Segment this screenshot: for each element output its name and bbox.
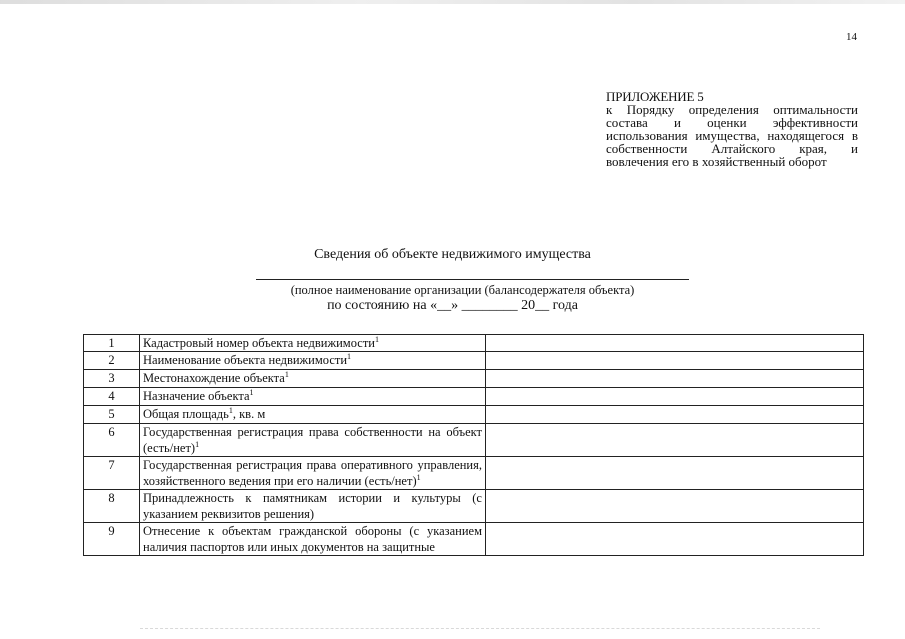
organization-caption: (полное наименование организации (балансодержателя объекта) <box>290 283 635 297</box>
as-of-date: по состоянию на «__» ________ 20__ года <box>327 298 578 313</box>
row-value <box>486 523 864 556</box>
row-label <box>140 457 486 490</box>
annex-text: к Порядку определения оптимальности состава и оценки эффективности использования имущества, находящегося в собственности Алтайского края, и вовлечения его в хозяйственный оборот <box>606 102 858 169</box>
document-title: Сведения об объекте недвижимого имущества <box>314 247 591 262</box>
row-label <box>140 490 486 523</box>
row-number: 3 <box>84 370 140 388</box>
row-number: 7 <box>84 457 140 490</box>
property-info-table <box>83 334 864 556</box>
row-value <box>486 352 864 370</box>
row-value <box>486 335 864 352</box>
table-row <box>84 523 864 556</box>
table-row <box>84 490 864 523</box>
row-value <box>486 490 864 523</box>
row-label-text: Назначение объекта <box>143 389 250 403</box>
row-value <box>486 424 864 457</box>
annex-block <box>606 90 858 168</box>
row-label <box>140 523 486 556</box>
footnote-mark: 1 <box>374 335 379 344</box>
row-label-text: Отнесение к объектам гражданской обороны (с указанием наличия паспортов или иных документов на защитные <box>143 524 482 554</box>
row-label-text: Местонахождение объекта <box>143 371 285 385</box>
row-label <box>140 352 486 370</box>
page-number: 14 <box>846 31 857 43</box>
table-row <box>84 388 864 406</box>
row-label <box>140 388 486 406</box>
row-value <box>486 370 864 388</box>
table-row <box>84 457 864 490</box>
row-label-text: Кадастровый номер объекта недвижимости <box>143 336 375 350</box>
footnote-mark: 1 <box>249 388 254 397</box>
row-label-suffix: , кв. м <box>232 407 266 421</box>
table-row <box>84 352 864 370</box>
row-label <box>140 424 486 457</box>
scan-edge-bottom <box>140 628 820 631</box>
row-value <box>486 406 864 424</box>
row-label <box>140 335 486 352</box>
row-label <box>140 370 486 388</box>
row-value <box>486 388 864 406</box>
footnote-mark: 1 <box>195 440 200 449</box>
row-label-text: Общая площадь <box>143 407 229 421</box>
row-label-text: Наименование объекта недвижимости <box>143 353 348 367</box>
table-row <box>84 424 864 457</box>
footnote-mark: 1 <box>284 370 289 379</box>
row-number: 8 <box>84 490 140 523</box>
row-number: 6 <box>84 424 140 457</box>
annex-title: ПРИЛОЖЕНИЕ 5 <box>606 89 704 104</box>
table-row <box>84 406 864 424</box>
table-row <box>84 370 864 388</box>
row-number: 2 <box>84 352 140 370</box>
scan-edge-top <box>0 0 905 4</box>
row-number: 9 <box>84 523 140 556</box>
footnote-mark: 1 <box>347 352 352 361</box>
row-label <box>140 406 486 424</box>
row-number: 1 <box>84 335 140 352</box>
row-number: 5 <box>84 406 140 424</box>
row-label-text: Принадлежность к памятникам истории и культуры (с указанием реквизитов решения) <box>143 491 482 521</box>
row-label-text: Государственная регистрация права собственности на объект (есть/нет) <box>143 425 482 455</box>
row-value <box>486 457 864 490</box>
row-label-text: Государственная регистрация права оперативного управления, хозяйственного ведения при его наличии (есть/нет) <box>143 458 482 488</box>
footnote-mark: 1 <box>228 406 233 415</box>
table-row <box>84 335 864 352</box>
row-number: 4 <box>84 388 140 406</box>
footnote-mark: 1 <box>416 473 421 482</box>
organization-name-line <box>256 279 689 280</box>
